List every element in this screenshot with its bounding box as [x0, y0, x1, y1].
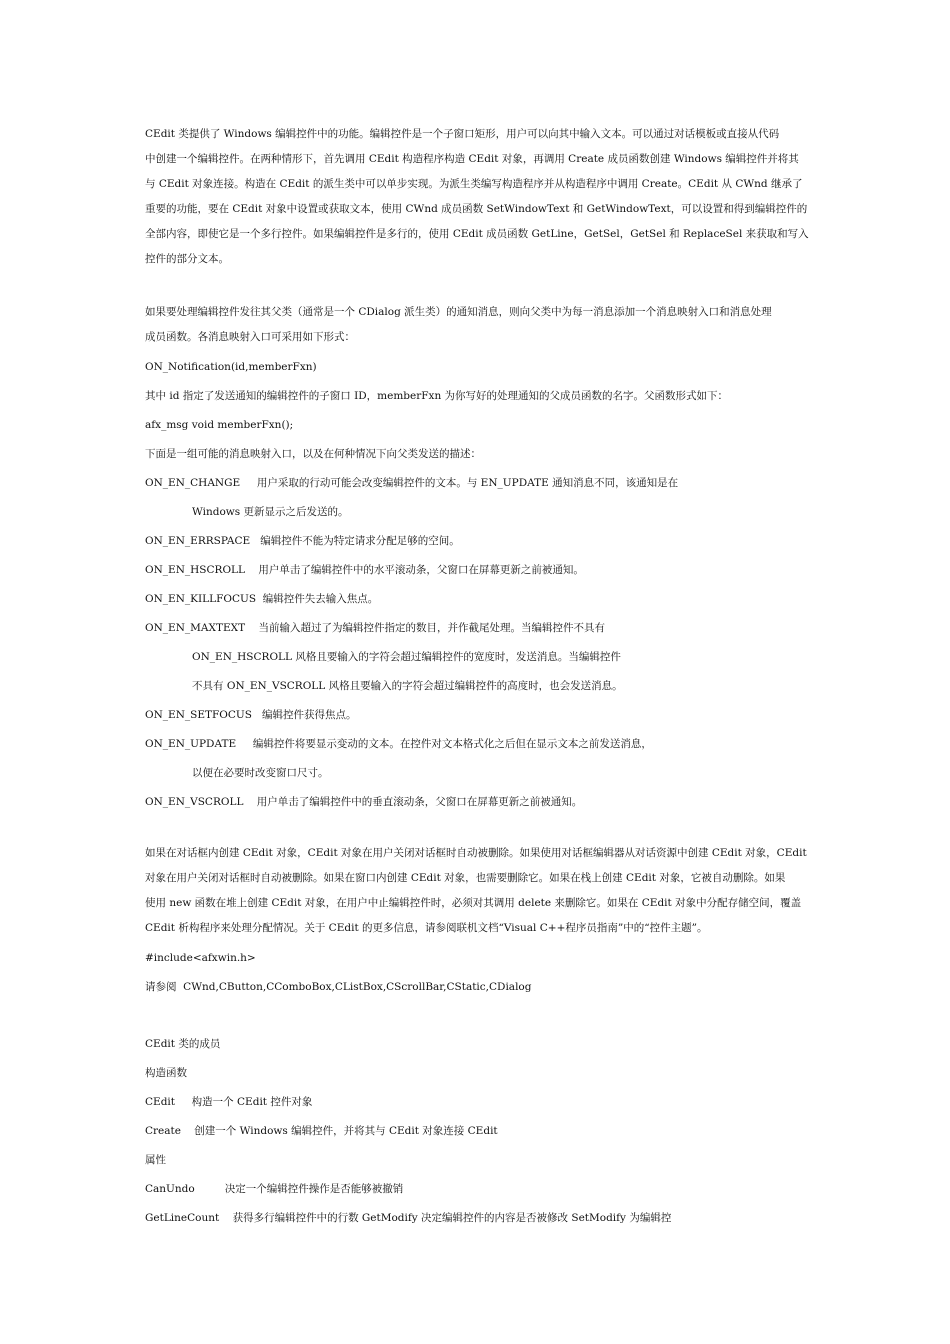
spacer	[145, 1002, 810, 1030]
include-directive: #include<afxwin.h>	[145, 952, 256, 964]
entry-en-killfocus: ON_EN_KILLFOCUS 编辑控件失去输入焦点。	[145, 593, 379, 605]
entry-continuation: Windows 更新显示之后发送的。	[192, 506, 349, 518]
notification-intro-line: 成员函数。各消息映射入口可采用如下形式：	[145, 331, 355, 343]
spacer	[145, 817, 810, 841]
notification-intro-line: 如果要处理编辑控件发往其父类（通常是一个 CDialog 派生类）的通知消息，则向父类中为每一消息添加一个消息映射入口和消息处理	[145, 306, 772, 318]
entry-en-setfocus: ON_EN_SETFOCUS 编辑控件获得焦点。	[145, 709, 357, 721]
intro-line: CEdit 类提供了 Windows 编辑控件中的功能。编辑控件是一个子窗口矩形，用户可以向其中输入文本。可以通过对话模板或直接从代码	[145, 128, 780, 140]
dialog-paragraph	[145, 841, 810, 941]
constructors-heading: 构造函数	[145, 1067, 187, 1079]
entry-continuation: 不具有 ON_EN_VSCROLL 风格且要输入的字符会超过编辑控件的高度时，也会发送消息。	[192, 680, 623, 692]
notification-intro-paragraph	[145, 300, 810, 350]
members-section	[145, 1030, 810, 1233]
entry-en-vscroll: ON_EN_VSCROLL 用户单击了编辑控件中的垂直滚动条，父窗口在屏幕更新之前被通知。	[145, 796, 583, 808]
dialog-line: 如果在对话框内创建 CEdit 对象，CEdit 对象在用户关闭对话框时自动被删除。如果使用对话框编辑器从对话资源中创建 CEdit 对象，CEdit	[145, 847, 807, 859]
member-create: Create 创建一个 Windows 编辑控件，并将其与 CEdit 对象连接 CEdit	[145, 1125, 498, 1137]
entries-intro: 下面是一组可能的消息映射入口，以及在何种情况下向父类发送的描述：	[145, 448, 481, 460]
intro-line: 与 CEdit 对象连接。构造在 CEdit 的派生类中可以单步实现。为派生类编写构造程序并从构造程序中调用 Create。CEdit 从 CWnd 继承了	[145, 178, 803, 190]
macro-form: ON_Notification(id,memberFxn)	[145, 361, 317, 373]
intro-line: 全部内容，即使它是一个多行控件。如果编辑控件是多行的，使用 CEdit 成员函数 GetLine，GetSel，GetSel 和 ReplaceSel 来获取和写入	[145, 228, 809, 240]
member-canundo: CanUndo 决定一个编辑控件操作是否能够被撤销	[145, 1183, 404, 1195]
intro-line: 控件的部分文本。	[145, 253, 229, 265]
dialog-line: 使用 new 函数在堆上创建 CEdit 对象，在用户中止编辑控件时，必须对其调用 delete 来删除它。如果在 CEdit 对象中分配存储空间，覆盖	[145, 897, 802, 909]
intro-paragraph	[145, 122, 810, 272]
members-heading: CEdit 类的成员	[145, 1038, 221, 1050]
see-also: 请参阅 CWnd,CButton,CComboBox,CListBox,CScrollBar,CStatic,CDialog	[145, 981, 532, 993]
member-getlinecount: GetLineCount 获得多行编辑控件中的行数 GetModify 决定编辑控件的内容是否被修改 SetModify 为编辑控	[145, 1212, 672, 1224]
document-body	[145, 122, 810, 1233]
entry-en-change: ON_EN_CHANGE 用户采取的行动可能会改变编辑控件的文本。与 EN_UPDATE 通知消息不同，该通知是在	[145, 477, 679, 489]
intro-line: 中创建一个编辑控件。在两种情形下，首先调用 CEdit 构造程序构造 CEdit 对象，再调用 Create 成员函数创建 Windows 编辑控件并将其	[145, 153, 799, 165]
dialog-line: CEdit 析构程序来处理分配情况。关于 CEdit 的更多信息，请参阅联机文档“Visual C++程序员指南”中的“控件主题”。	[145, 922, 708, 934]
intro-line: 重要的功能，要在 CEdit 对象中设置或获取文本，使用 CWnd 成员函数 SetWindowText 和 GetWindowText，可以设置和得到编辑控件的	[145, 203, 808, 215]
entry-continuation: 以便在必要时改变窗口尺寸。	[192, 767, 329, 779]
spacer	[145, 272, 810, 300]
entry-en-maxtext: ON_EN_MAXTEXT 当前输入超过了为编辑控件指定的数目，并作截尾处理。当编辑控件不具有	[145, 622, 605, 634]
entry-en-hscroll: ON_EN_HSCROLL 用户单击了编辑控件中的水平滚动条，父窗口在屏幕更新之前被通知。	[145, 564, 584, 576]
macro-description: 其中 id 指定了发送通知的编辑控件的子窗口 ID，memberFxn 为你写好的处理通知的父成员函数的名字。父函数形式如下：	[145, 390, 729, 402]
dialog-line: 对象在用户关闭对话框时自动被删除。如果在窗口内创建 CEdit 对象，也需要删除它。如果在栈上创建 CEdit 对象，它被自动删除。如果	[145, 872, 786, 884]
notification-entry-list	[145, 469, 810, 817]
member-cedit: CEdit 构造一个 CEdit 控件对象	[145, 1096, 313, 1108]
handler-signature: afx_msg void memberFxn();	[145, 419, 294, 431]
attributes-heading: 属性	[145, 1154, 166, 1166]
entry-en-update: ON_EN_UPDATE 编辑控件将要显示变动的文本。在控件对文本格式化之后但在显示文本之前发送消息，	[145, 738, 652, 750]
entry-en-errspace: ON_EN_ERRSPACE 编辑控件不能为特定请求分配足够的空间。	[145, 535, 460, 547]
entry-continuation: ON_EN_HSCROLL 风格且要输入的字符会超过编辑控件的宽度时，发送消息。当编辑控件	[192, 651, 621, 663]
